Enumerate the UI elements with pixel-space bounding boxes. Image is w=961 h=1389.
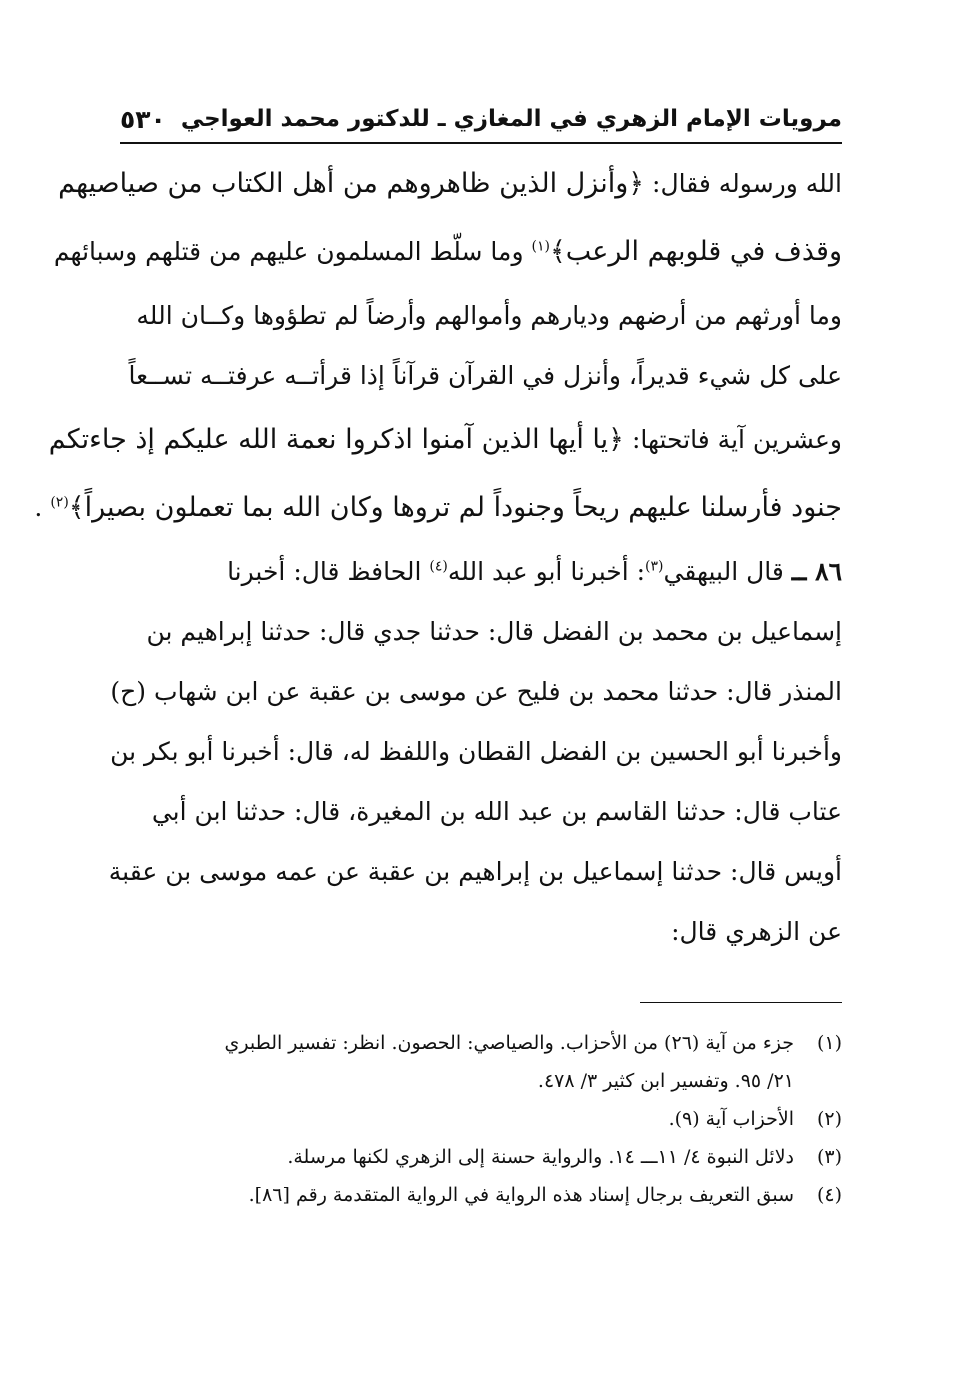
- main-text: [34, 150, 842, 962]
- text-segment: .: [34, 493, 51, 522]
- footnote-1: [120, 1024, 842, 1062]
- quran-quote: وقذف في قلوبهم الرعب﴾: [549, 236, 842, 267]
- footnote-separator: [640, 1002, 842, 1003]
- footnote-ref-2: (٢): [50, 494, 69, 511]
- footnote-number: (٢): [816, 1108, 842, 1130]
- footnote-text: جزء من آية (٢٦) من الأحزاب. والصياصي: الحصون. انظر: تفسير الطبري: [224, 1032, 794, 1054]
- header-title: مرويات الإمام الزهري في المغازي ـ للدكتور محمد العواجي: [180, 106, 842, 132]
- footnote-1-continuation: ٢١/ ٩٥. وتفسير ابن كثير ٣/ ٤٧٨.: [537, 1070, 794, 1092]
- text-line-12: أويس قال: حدثنا إسماعيل بن إبراهيم بن عقبة عن عمه موسى بن عقبة: [108, 857, 842, 886]
- text-line-4: على كل شيء قديراً، وأنزل في القرآن قرآناً إذا قرأتــه عرفتــه تســعاً: [128, 361, 842, 390]
- text-segment: الله ورسوله فقال:: [644, 169, 842, 198]
- running-header: [120, 96, 842, 144]
- footnote-number: (١): [816, 1032, 842, 1054]
- footnotes: [120, 1024, 842, 1214]
- text-line-2: [53, 218, 842, 286]
- footnote-4: [120, 1176, 842, 1214]
- text-segment: وما سلّط المسلمون عليهم من قتلهم وسبائهم: [53, 237, 532, 266]
- text-line-10: وأخبرنا أبو الحسين بن الفضل القطان واللفظ له، قال: أخبرنا أبو بكر بن: [110, 737, 842, 766]
- narration-number: ٨٦ ــ: [791, 557, 842, 586]
- text-line-13: عن الزهري قال:: [671, 917, 842, 946]
- footnote-text: دلائل النبوة ٤/ ١١ـــ ١٤. والرواية حسنة إلى الزهري لكنها مرسلة.: [287, 1146, 794, 1168]
- text-line-8: إسماعيل بن محمد بن الفضل قال: حدثنا جدي قال: حدثنا إبراهيم بن: [146, 617, 842, 646]
- footnote-ref-4: (٤): [429, 558, 448, 575]
- text-line-5: [48, 406, 842, 474]
- text-line-9: المنذر قال: حدثنا محمد بن فليح عن موسى بن عقبة عن ابن شهاب (ح): [110, 677, 842, 706]
- footnote-3: [120, 1138, 842, 1176]
- text-segment: وعشرين آية فاتحتها:: [624, 425, 842, 454]
- footnote-number: (٤): [816, 1184, 842, 1206]
- text-line-6: [34, 474, 842, 542]
- text-segment: : أخبرنا أبو عبد الله: [447, 557, 646, 586]
- quran-quote: جنود فأرسلنا عليهم ريحاً وجنوداً لم تروها وكان الله بما تعملون بصيراً﴾: [68, 492, 842, 523]
- text-line-1: [58, 150, 842, 218]
- text-segment: قال البيهقي: [663, 557, 792, 586]
- quran-quote: ﴿يا أيها الذين آمنوا اذكروا نعمة الله عليكم إذ جاءتكم: [48, 424, 624, 455]
- footnote-text: سبق التعريف برجال إسناد هذه الرواية في الرواية المتقدمة رقم [٨٦].: [248, 1184, 794, 1206]
- text-line-7: [120, 542, 842, 602]
- quran-quote: ﴿وأنزل الذين ظاهروهم من أهل الكتاب من صياصيهم: [58, 168, 645, 199]
- page-number: ٥٣٠: [120, 104, 166, 134]
- footnote-ref-3: (٣): [645, 558, 664, 575]
- footnote-ref-1: (١): [531, 238, 550, 255]
- text-segment: الحافظ قال: أخبرنا: [227, 557, 430, 586]
- text-line-3: وما أورثهم من أرضهم وديارهم وأموالهم وأرضاً لم تطؤوها وكــان الله: [136, 301, 842, 330]
- footnote-number: (٣): [816, 1146, 842, 1168]
- text-line-11: عتاب قال: حدثنا القاسم بن عبد الله بن المغيرة، قال: حدثنا ابن أبي: [151, 797, 842, 826]
- footnote-text: الأحزاب آية (٩).: [668, 1108, 794, 1130]
- footnote-2: [120, 1100, 842, 1138]
